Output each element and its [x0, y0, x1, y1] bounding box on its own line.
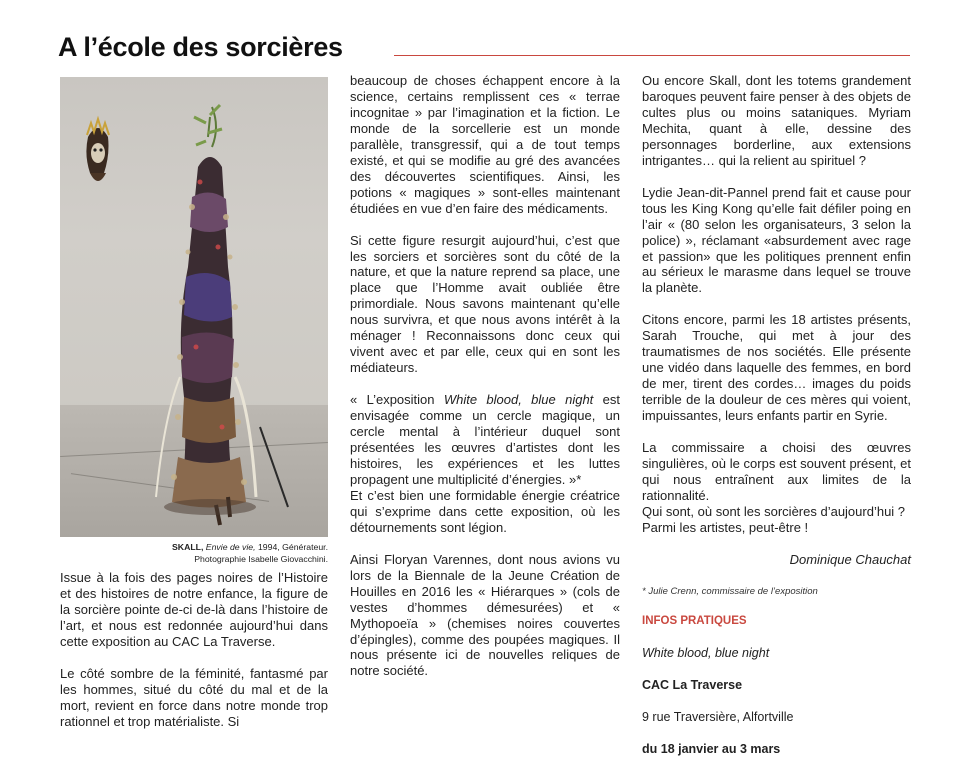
paragraph: Le côté sombre de la féminité, fantasmé par les hommes, situé du côté du mal et de la mort, revient en force dans notre monde trop rationnel et trop matérialiste. Si [60, 665, 328, 729]
photo-caption [60, 541, 328, 565]
caption-details: 1994, Générateur. [255, 542, 328, 552]
title-rule [394, 55, 910, 56]
infos-exhibition: White blood, blue night [642, 645, 770, 660]
totem-sculpture-image [60, 77, 328, 537]
infos-venue: CAC La Traverse [642, 677, 743, 692]
wall-mask [86, 119, 109, 181]
paragraph: Ou encore Skall, dont les totems grandement baroques peuvent faire penser à des objets de cultes plus ou moins sataniques. Myriam Mechita, quant à elle, dessine des personnages borderline, aux extensions intrigantes… qui la relient au spirituel ? [642, 73, 911, 168]
exhibition-title: White blood, blue night [443, 392, 594, 408]
footnote: * Julie Crenn, commissaire de l’exposition [642, 585, 818, 597]
paragraph: Si cette figure resurgit aujourd’hui, c’est que les sorciers et sorcières sont du côté de la nature, et que la nature reprend sa place, une place que l’Homme avait oubliée être primordiale. Nous savons maintenant qu’elle nous survivra, et que nous avons intérêt à la ménager ! Reconnaissons donc ceux qui vivent avec et par elle, ceux qui en sont les médiateurs. [350, 232, 620, 376]
totem [156, 105, 288, 525]
paragraph: Issue à la fois des pages noires de l’Histoire et des histoires de notre enfance, la figure de la sorcière pointe de-ci de-là dans l’histoire de l’art, et nous est redonnée aujourd’hui dans cette exposition au CAC La Traverse. [60, 570, 328, 649]
infos-heading: INFOS PRATIQUES [642, 614, 747, 627]
infos-dates: du 18 janvier au 3 mars [642, 741, 781, 756]
paragraph: Citons encore, parmi les 18 artistes présents, Sarah Trouche, qui met à jour des traumatismes de nos sociétés. Elle présente une vidéo dans laquelle des femmes, en bord de mer, tirent des cordes… images du poids terrible de la douleur de ces mères qui voient, impuissantes, leurs enfants partir en Syrie. [642, 312, 911, 424]
paragraph: Et c’est bien une formidable énergie créatrice qui s’exprime dans cette exposition, où les détournements sont légion. [350, 487, 620, 535]
quote-open: « L’exposition [350, 392, 444, 408]
caption-work: Envie de vie, [205, 542, 256, 552]
caption-artist: SKALL, [172, 542, 204, 552]
paragraph-quote [350, 392, 620, 488]
column-1 [60, 570, 328, 746]
paragraph: Qui sont, où sont les sorcières d’aujourd’hui ? Parmi les artistes, peut-être ! [642, 503, 906, 535]
article-title: A l’école des sorcières [58, 32, 343, 62]
infos-address: 9 rue Traversière, Alfortville [642, 709, 794, 724]
artwork-photo [60, 77, 328, 537]
caption-credit: Photographie Isabelle Giovacchini. [194, 554, 328, 564]
paragraph: beaucoup de choses échappent encore à la science, certains remplissent ces « terrae incognitae » par l’imagination et la fiction. Le monde de la sorcellerie est un monde parallèle, transgressif, qui a de tout temps existé, et qui se modifie au gré des avancées des découvertes scientifiques. Ainsi, les potions « magiques » sont-elles maintenant étudiées en vue d’en faire des médicaments. [350, 73, 620, 216]
paragraph: Ainsi Floryan Varennes, dont nous avions vu lors de la Biennale de la Jeune Création de Houilles en 2016 les « Hiérarques » (cols de vestes d’hommes démesurées) et « Mythopoeïa » (chemises noires couvertes d’épingles), comme des poupées magiques. Il nous présente ici de nouvelles reliques de notre société. [350, 551, 620, 679]
quote-body: est envisagée comme un cercle magique, un cercle mental à l’intérieur duquel sont présentées les œuvres d’artistes dont les histoires, les expériences et les luttes propagent une multiplicité d’énergies. »* [350, 392, 620, 487]
paragraph: Lydie Jean-dit-Pannel prend fait et cause pour tous les King Kong qu’elle fait défiler poing en l’air « (80 selon les organisateurs, 3 selon la police) », réclamant «absurdement avec rage et passion» que les politiques prennent enfin au sérieux le marasme dans lequel se trouve la planète. [642, 184, 911, 296]
paragraph: La commissaire a choisi des œuvres singulières, où le corps est souvent présent, et qui nous entraînent aux limites de la rationnalité. [642, 440, 911, 503]
author-signature: Dominique Chauchat [789, 551, 911, 567]
column-2 [350, 73, 620, 695]
column-3 [642, 73, 911, 773]
